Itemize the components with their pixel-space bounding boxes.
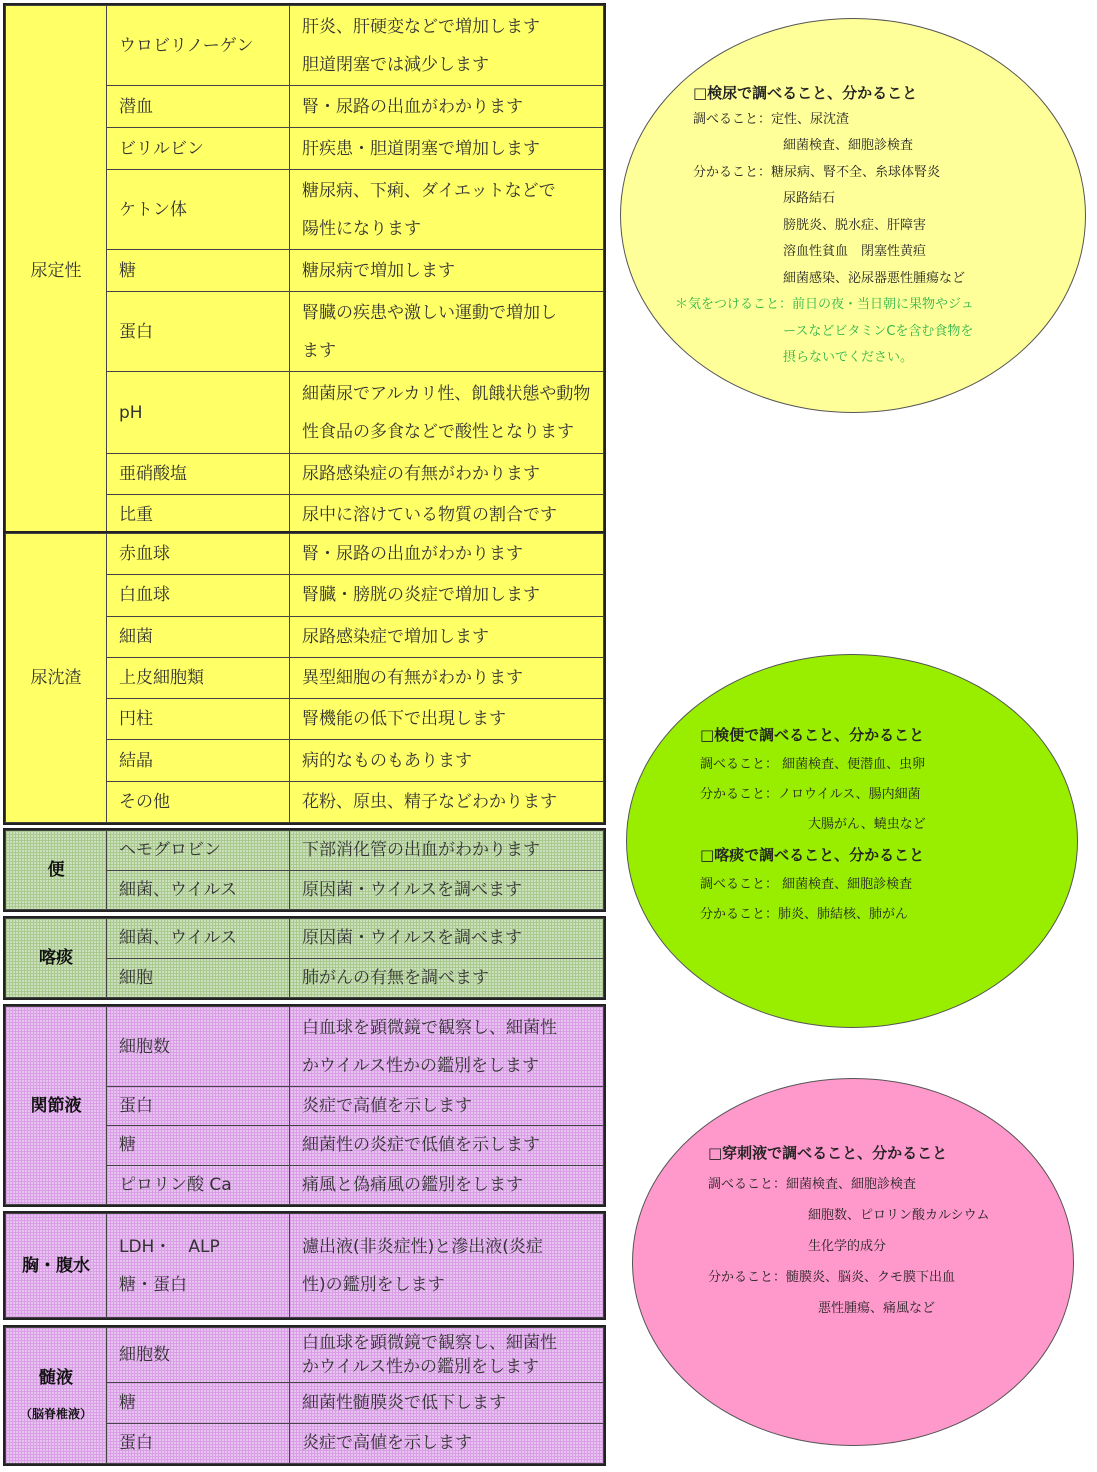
- table-row: [6, 919, 604, 959]
- desc-cell: 痛風と偽痛風の鑑別をします: [290, 1165, 604, 1204]
- desc-cell: 細菌性髄膜炎で低下します: [290, 1383, 604, 1424]
- table-row: [6, 6, 604, 86]
- stool-sputum-info-text: □検便で調べること、分かること 調べること： 細菌検査、便潜血、虫卵 分かること：ノロウイルス、腸内細菌 大腸がん、蟯虫など □喀痰で調べること、分かること 調べること： 細菌検査、細胞診検査 分かること：肺炎、肺結核、肺がん: [700, 720, 926, 930]
- item-cell: 比重: [107, 495, 290, 536]
- item-cell: 細胞: [107, 958, 290, 998]
- puncture-info-title: □穿刺液で調べること、分かること: [708, 1144, 948, 1162]
- category-cell: [6, 1007, 107, 1205]
- urine-qualitative-table: [3, 3, 606, 533]
- category-label: 髄液: [39, 1367, 73, 1388]
- desc-cell: 細菌性の炎症で低値を示します: [290, 1126, 604, 1165]
- desc-cell: 炎症で高値を示します: [290, 1423, 604, 1464]
- desc-cell: 肝炎、肝硬変などで増加します 胆道閉塞では減少します: [290, 6, 604, 86]
- desc-cell: 炎症で高値を示します: [290, 1087, 604, 1126]
- item-cell: LDH・ ALP 糖・蛋白: [107, 1214, 290, 1318]
- desc-cell: 濾出液(非炎症性)と滲出液(炎症 性)の鑑別をします: [290, 1214, 604, 1318]
- item-cell: 円柱: [107, 699, 290, 740]
- item-cell: ケトン体: [107, 170, 290, 250]
- item-cell: 糖: [107, 1126, 290, 1165]
- desc-cell: 糖尿病で増加します: [290, 250, 604, 292]
- pleural-ascites-table: [3, 1211, 606, 1320]
- urine-sediment-table: [3, 531, 606, 825]
- desc-cell: 肺がんの有無を調べます: [290, 958, 604, 998]
- desc-cell: 腎機能の低下で出現します: [290, 699, 604, 740]
- item-cell: 白血球: [107, 575, 290, 616]
- puncture-info-text: □穿刺液で調べること、分かること 調べること：細菌検査、細胞診検査 細胞数、ピロリン酸カルシウム 生化学的成分 分かること：髄膜炎、脳炎、クモ膜下出血 悪性腫瘍、痛風など: [708, 1138, 990, 1324]
- category-cell: [6, 1328, 107, 1464]
- item-cell: 赤血球: [107, 534, 290, 575]
- category-label: 関節液: [30, 1095, 82, 1116]
- sputum-table: [3, 916, 606, 1000]
- item-cell: ヘモグロビン: [107, 831, 290, 871]
- desc-cell: 白血球を顕微鏡で観察し、細菌性 かウイルス性かの鑑別をします: [290, 1328, 604, 1383]
- category-cell: [6, 831, 107, 910]
- item-cell: 亜硝酸塩: [107, 454, 290, 495]
- urine-info-text: □検尿で調べること、分かること 調べること：定性、尿沈渣 細菌検査、細胞診検査 分かること：糖尿病、腎不全、糸球体腎炎 尿路結石 膀胱炎、脱水症、肝障害 溶血性貧血 閉塞性黄疸 細菌感染、泌尿器悪性腫瘍など ＊気をつけること：前日の夜・当日朝に果物やジュ ースなどビタミンCを含む食物を 摂らないでください。: [675, 80, 974, 372]
- category-cell: [6, 6, 107, 536]
- joint-fluid-table: [3, 1004, 606, 1207]
- desc-cell: 病的なものもあります: [290, 740, 604, 781]
- desc-cell: 原因菌・ウイルスを調べます: [290, 919, 604, 959]
- item-cell: ビリルビン: [107, 128, 290, 170]
- item-cell: pH: [107, 372, 290, 454]
- item-cell: 細胞数: [107, 1007, 290, 1087]
- desc-cell: 下部消化管の出血がわかります: [290, 831, 604, 871]
- item-cell: 細菌、ウイルス: [107, 919, 290, 959]
- table-row: [6, 1214, 604, 1318]
- category-cell: [6, 919, 107, 998]
- desc-cell: 尿路感染症で増加します: [290, 616, 604, 657]
- category-sublabel: （脳脊椎液）: [19, 1406, 92, 1421]
- item-cell: 細菌、ウイルス: [107, 870, 290, 910]
- desc-cell: 腎臓の疾患や激しい運動で増加し ます: [290, 292, 604, 372]
- category-cell: [6, 534, 107, 823]
- desc-cell: 尿路感染症の有無がわかります: [290, 454, 604, 495]
- category-label: 胸・腹水: [22, 1255, 90, 1276]
- desc-cell: 腎・尿路の出血がわかります: [290, 534, 604, 575]
- desc-cell: 糖尿病、下痢、ダイエットなどで 陽性になります: [290, 170, 604, 250]
- desc-cell: 腎・尿路の出血がわかります: [290, 86, 604, 128]
- desc-cell: 腎臓・膀胱の炎症で増加します: [290, 575, 604, 616]
- stool-table: [3, 828, 606, 912]
- item-cell: 糖: [107, 1383, 290, 1424]
- item-cell: 潜血: [107, 86, 290, 128]
- table-row: [6, 534, 604, 575]
- desc-cell: 原因菌・ウイルスを調べます: [290, 870, 604, 910]
- item-cell: その他: [107, 781, 290, 822]
- item-cell: ピロリン酸 Ca: [107, 1165, 290, 1204]
- sputum-info-title: □喀痰で調べること、分かること: [700, 846, 925, 864]
- category-label: 喀痰: [39, 948, 73, 968]
- item-cell: 細菌: [107, 616, 290, 657]
- item-cell: 糖: [107, 250, 290, 292]
- category-cell: [6, 1214, 107, 1318]
- item-cell: 蛋白: [107, 1423, 290, 1464]
- desc-cell: 尿中に溶けている物質の割合です: [290, 495, 604, 536]
- urine-info-title: □検尿で調べること、分かること: [693, 84, 918, 102]
- item-cell: 蛋白: [107, 1087, 290, 1126]
- category-label: 尿沈渣: [30, 668, 82, 688]
- category-label: 便: [47, 860, 65, 880]
- desc-cell: 白血球を顕微鏡で観察し、細菌性 かウイルス性かの鑑別をします: [290, 1007, 604, 1087]
- item-cell: ウロビリノーゲン: [107, 6, 290, 86]
- item-cell: 上皮細胞類: [107, 657, 290, 698]
- csf-table: [3, 1325, 606, 1466]
- stool-info-title: □検便で調べること、分かること: [700, 726, 925, 744]
- urine-info-note: ＊気をつけること：前日の夜・当日朝に果物やジュ: [675, 297, 974, 312]
- table-row: [6, 1328, 604, 1383]
- desc-cell: 異型細胞の有無がわかります: [290, 657, 604, 698]
- item-cell: 細胞数: [107, 1328, 290, 1383]
- table-row: [6, 831, 604, 871]
- desc-cell: 肝疾患・胆道閉塞で増加します: [290, 128, 604, 170]
- table-row: [6, 1007, 604, 1087]
- item-cell: 蛋白: [107, 292, 290, 372]
- desc-cell: 細菌尿でアルカリ性、飢餓状態や動物 性食品の多食などで酸性となります: [290, 372, 604, 454]
- item-cell: 結晶: [107, 740, 290, 781]
- category-label: 尿定性: [30, 260, 82, 281]
- desc-cell: 花粉、原虫、精子などわかります: [290, 781, 604, 822]
